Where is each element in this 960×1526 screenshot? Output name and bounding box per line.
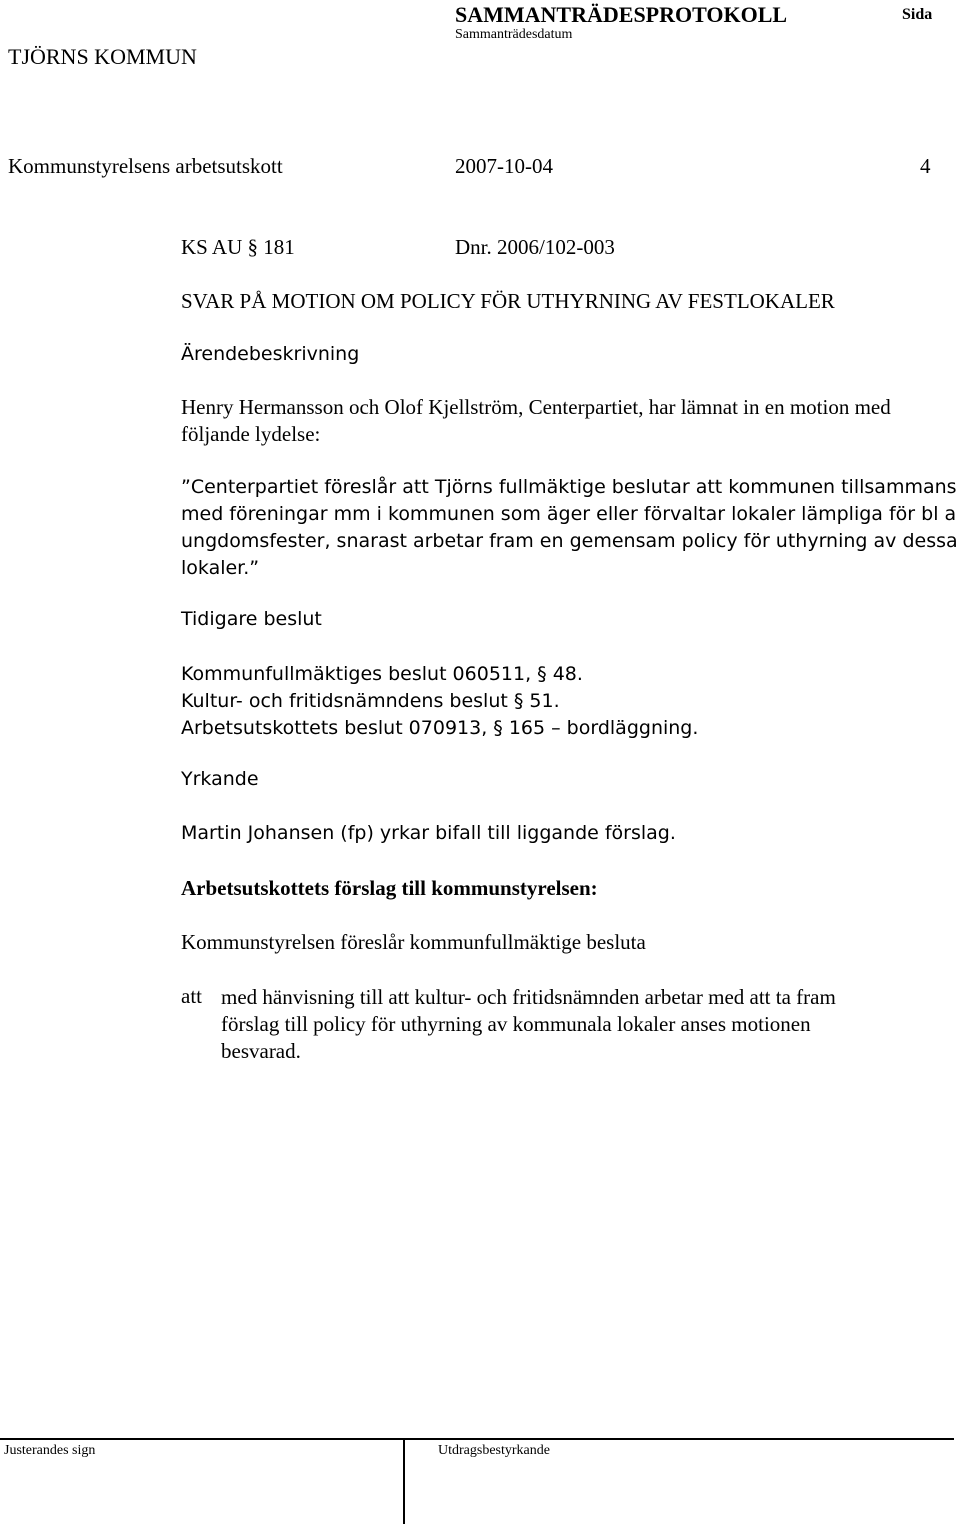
extract-certification-label: Utdragsbestyrkande <box>438 1443 550 1458</box>
previous-decisions-heading: Tidigare beslut <box>181 608 322 630</box>
meeting-date: 2007-10-04 <box>455 154 553 178</box>
meeting-date-label: Sammanträdesdatum <box>455 27 573 42</box>
proposal-heading: Arbetsutskottets förslag till kommunstyrelsen: <box>181 876 598 900</box>
decision-line: med hänvisning till att kultur- och fritidsnämnden arbetar med att ta fram <box>221 985 836 1009</box>
motion-heading: Yrkande <box>181 768 259 790</box>
description-line: Henry Hermansson och Olof Kjellström, Centerpartiet, har lämnat in en motion med <box>181 395 891 419</box>
decision-line: förslag till policy för uthyrning av kommunala lokaler anses motionen <box>221 1012 811 1036</box>
description-heading: Ärendebeskrivning <box>181 343 360 365</box>
footer-divider <box>403 1440 405 1524</box>
municipality-name: TJÖRNS KOMMUN <box>8 44 197 69</box>
case-paragraph-ref: KS AU § 181 <box>181 235 295 259</box>
previous-decisions-list <box>181 661 959 742</box>
page-label: Sida <box>902 6 933 23</box>
motion-quote <box>181 474 959 582</box>
page-number: 4 <box>920 154 931 178</box>
quote-line: med föreningar mm i kommunen som äger eller förvaltar lokaler lämpliga för bl a <box>181 503 957 525</box>
description-text <box>181 394 959 448</box>
decision-line: besvarad. <box>221 1039 301 1063</box>
case-dnr: Dnr. 2006/102-003 <box>455 235 615 259</box>
quote-line: ungdomsfester, snarast arbetar fram en gemensam policy för uthyrning av dessa <box>181 530 958 552</box>
quote-line: lokaler.” <box>181 557 260 579</box>
previous-decision-item: Arbetsutskottets beslut 070913, § 165 – bordläggning. <box>181 717 699 739</box>
quote-line: ”Centerpartiet föreslår att Tjörns fullmäktige beslutar att kommunen tillsammans <box>181 476 957 498</box>
motion-text: Martin Johansen (fp) yrkar bifall till liggande förslag. <box>181 822 676 844</box>
body-name: Kommunstyrelsens arbetsutskott <box>8 154 283 178</box>
footer-top-rule <box>0 1438 954 1440</box>
previous-decision-item: Kultur- och fritidsnämndens beslut § 51. <box>181 690 560 712</box>
proposal-intro: Kommunstyrelsen föreslår kommunfullmäktige besluta <box>181 930 646 954</box>
document-type: SAMMANTRÄDESPROTOKOLL <box>455 2 788 27</box>
decision-marker: att <box>181 984 202 1008</box>
case-title: SVAR PÅ MOTION OM POLICY FÖR UTHYRNING AV FESTLOKALER <box>181 289 835 313</box>
signature-label: Justerandes sign <box>4 1443 96 1458</box>
decision-text <box>221 984 959 1065</box>
description-line: följande lydelse: <box>181 422 321 446</box>
previous-decision-item: Kommunfullmäktiges beslut 060511, § 48. <box>181 663 583 685</box>
